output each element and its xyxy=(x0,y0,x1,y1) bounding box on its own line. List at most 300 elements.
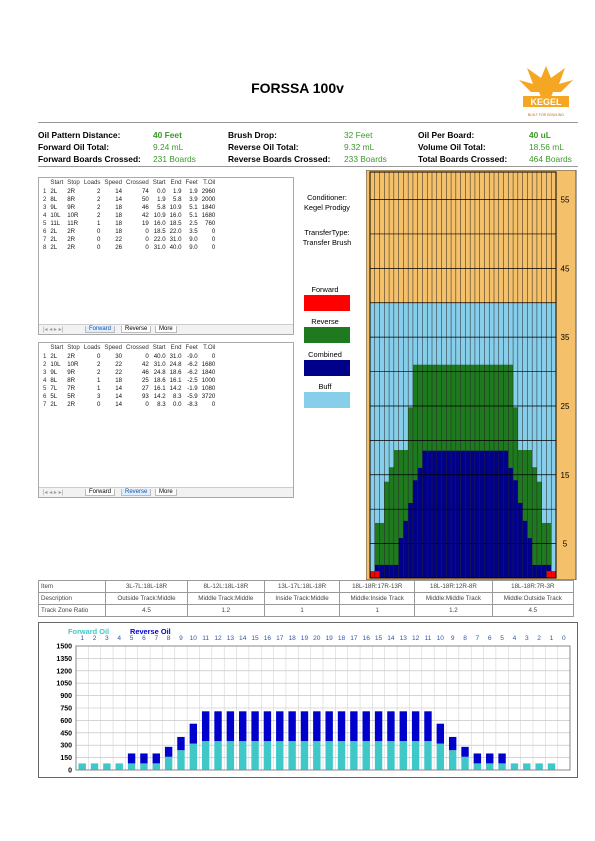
table-cell[interactable]: 5.1 xyxy=(189,203,198,211)
tab-forward[interactable]: Forward xyxy=(85,326,115,333)
table-cell[interactable]: 74 xyxy=(141,187,149,195)
table-cell[interactable]: 5.1 xyxy=(189,211,198,219)
x-tick-label: 14 xyxy=(239,635,247,642)
column-header[interactable]: Speed xyxy=(104,179,123,186)
table-row[interactable] xyxy=(39,352,217,360)
table-cell[interactable]: 8R xyxy=(67,376,76,384)
table-cell[interactable]: 9.0 xyxy=(189,235,198,243)
table-cell[interactable]: 0 xyxy=(97,227,101,235)
column-header[interactable]: Crossed xyxy=(126,344,149,351)
table-cell[interactable]: 19 xyxy=(141,219,149,227)
table-cell[interactable]: 1840 xyxy=(201,203,216,211)
table-cell[interactable]: 2L xyxy=(50,227,58,235)
table-cell[interactable]: 3 xyxy=(97,392,101,400)
x-tick-label: 15 xyxy=(251,635,259,642)
forward-steps-table xyxy=(39,178,217,251)
table-row[interactable] xyxy=(39,195,217,203)
table-cell[interactable]: 6 xyxy=(43,392,47,400)
y-tick-label: 900 xyxy=(60,693,72,701)
table-cell[interactable]: 1.9 xyxy=(189,187,198,195)
forward-oil-bar xyxy=(350,741,357,770)
reverse-oil-bar xyxy=(325,711,332,741)
forward-oil-bar xyxy=(239,741,246,770)
oil-volume-chart xyxy=(38,622,578,778)
table-cell[interactable]: 30 xyxy=(115,352,123,360)
reverse-oil-bar xyxy=(532,467,537,578)
table-cell[interactable]: 40.0 xyxy=(153,352,166,360)
table-cell[interactable]: 26 xyxy=(115,243,123,251)
forward-oil-bar xyxy=(153,763,160,770)
combined-oil-bar xyxy=(475,451,480,578)
table-row[interactable] xyxy=(39,400,217,408)
table-cell[interactable]: 18 xyxy=(115,219,123,227)
table-cell[interactable]: 2R xyxy=(67,243,76,251)
table-cell[interactable]: 2960 xyxy=(201,187,216,195)
zone-cell: Middle:Middle Track xyxy=(415,593,492,605)
table-cell[interactable]: 2 xyxy=(97,195,101,203)
table-cell[interactable]: 3.5 xyxy=(189,227,198,235)
x-tick-label: 16 xyxy=(362,635,370,642)
reverse-oil-bar xyxy=(375,711,382,741)
table-cell[interactable]: 9L xyxy=(50,203,58,211)
table-cell[interactable]: 7R xyxy=(67,384,76,392)
combined-oil-bar xyxy=(437,451,442,578)
forward-steps-grid[interactable] xyxy=(38,177,294,335)
table-cell[interactable]: 7L xyxy=(50,384,58,392)
table-cell[interactable]: 18.5 xyxy=(169,219,182,227)
legend-reverse-label: Reverse xyxy=(311,317,339,326)
reverse-oil-bar xyxy=(474,753,481,763)
table-cell[interactable]: 0 xyxy=(211,352,216,360)
x-tick-label: 8 xyxy=(166,635,171,642)
table-cell[interactable]: -2.5 xyxy=(187,376,198,384)
table-cell[interactable]: 2 xyxy=(97,187,101,195)
table-cell[interactable]: 50 xyxy=(141,195,149,203)
table-cell[interactable]: 22 xyxy=(115,360,123,368)
table-cell[interactable]: 46 xyxy=(141,368,149,376)
table-cell[interactable]: 22 xyxy=(115,235,123,243)
table-cell[interactable]: 16.1 xyxy=(153,384,166,392)
column-header[interactable]: End xyxy=(170,344,182,351)
table-cell[interactable]: 2L xyxy=(50,400,58,408)
table-cell[interactable]: 8 xyxy=(43,243,47,251)
x-tick-label: 11 xyxy=(202,635,210,642)
table-cell[interactable]: 24.8 xyxy=(169,360,182,368)
table-cell[interactable]: 8L xyxy=(50,195,58,203)
combined-oil-bar xyxy=(489,451,494,578)
forward-oil-bar xyxy=(214,741,221,770)
combined-oil-bar xyxy=(518,503,523,578)
table-cell[interactable]: 5R xyxy=(67,392,76,400)
table-cell[interactable]: 2R xyxy=(67,235,76,243)
combined-oil-bar xyxy=(456,451,461,578)
table-cell[interactable]: 2R xyxy=(67,352,76,360)
column-header[interactable]: Stop xyxy=(67,179,80,186)
table-cell[interactable]: 18 xyxy=(115,376,123,384)
table-cell[interactable]: -6.2 xyxy=(187,368,198,376)
stat-value: 464 Boards xyxy=(529,154,572,164)
feet-tick-label: 15 xyxy=(560,470,570,480)
table-row[interactable] xyxy=(39,368,217,376)
table-cell[interactable]: 18.6 xyxy=(153,376,166,384)
stat-value: 9.24 mL xyxy=(153,142,184,152)
table-cell[interactable]: 0 xyxy=(211,235,216,243)
table-cell[interactable]: 25 xyxy=(141,376,149,384)
zone-cell: 1.2 xyxy=(187,605,264,617)
reverse-oil-bar xyxy=(387,711,394,741)
table-cell[interactable]: 2L xyxy=(50,243,58,251)
column-header[interactable]: Start xyxy=(152,344,166,351)
tab-reverse[interactable]: Reverse xyxy=(121,326,151,333)
zone-row-header: Track Zone Ratio xyxy=(39,605,106,617)
x-tick-label: 18 xyxy=(288,635,296,642)
table-cell[interactable]: 1840 xyxy=(201,368,216,376)
table-row[interactable] xyxy=(39,360,217,368)
table-cell[interactable]: 2 xyxy=(97,360,101,368)
table-cell[interactable]: 760 xyxy=(205,219,216,227)
table-cell[interactable]: 16.0 xyxy=(153,219,166,227)
reverse-oil-bar xyxy=(384,482,389,578)
column-header[interactable]: Speed xyxy=(104,344,123,351)
zone-cell: 18L-18R:17R-13R xyxy=(340,581,415,593)
table-cell[interactable]: 0 xyxy=(145,227,149,235)
table-cell[interactable]: 31.0 xyxy=(153,243,166,251)
table-cell[interactable]: 22.0 xyxy=(153,235,166,243)
x-tick-label: 17 xyxy=(350,635,358,642)
table-cell[interactable]: 2R xyxy=(67,187,76,195)
divider xyxy=(38,122,578,123)
table-cell[interactable]: 2 xyxy=(97,368,101,376)
table-cell[interactable]: 2L xyxy=(50,187,58,195)
table-cell[interactable]: 14 xyxy=(115,400,123,408)
y-tick-label: 1050 xyxy=(56,680,72,688)
combined-oil-bar xyxy=(513,480,518,578)
forward-oil-bar xyxy=(177,750,184,770)
table-cell[interactable]: 0 xyxy=(145,400,149,408)
zone-cell: 1 xyxy=(340,605,415,617)
table-cell[interactable]: 14 xyxy=(115,195,123,203)
table-cell[interactable]: 1.9 xyxy=(173,187,182,195)
table-cell[interactable]: 4 xyxy=(43,211,47,219)
table-cell[interactable]: 0 xyxy=(97,400,101,408)
table-cell[interactable]: 42 xyxy=(141,360,149,368)
table-cell[interactable]: 0 xyxy=(145,243,149,251)
table-cell[interactable]: 8.3 xyxy=(157,400,166,408)
x-tick-label: 10 xyxy=(189,635,197,642)
x-tick-label: 10 xyxy=(436,635,444,642)
tab-nav-arrows-icon[interactable]: |◂ ◂ ▸ ▸| xyxy=(43,490,64,496)
table-cell[interactable]: 9R xyxy=(67,368,76,376)
table-cell[interactable]: 6 xyxy=(43,227,47,235)
table-cell[interactable]: 4 xyxy=(43,376,47,384)
x-tick-label: 2 xyxy=(537,635,541,642)
table-cell[interactable]: 22 xyxy=(115,368,123,376)
table-cell[interactable]: 9.0 xyxy=(189,243,198,251)
forward-oil-bar xyxy=(474,763,481,770)
table-cell[interactable]: 14 xyxy=(115,187,123,195)
table-row[interactable] xyxy=(39,219,217,227)
table-cell[interactable]: -8.3 xyxy=(187,400,198,408)
x-tick-label: 6 xyxy=(142,635,146,642)
legend-reverse-oil: Reverse Oil xyxy=(130,627,171,636)
combined-oil-bar xyxy=(532,565,537,578)
forward-oil-bar xyxy=(449,750,456,770)
table-cell[interactable]: 1680 xyxy=(201,360,216,368)
transfer-value: Transfer Brush xyxy=(302,238,352,247)
forward-oil-bar xyxy=(461,757,468,770)
table-cell[interactable]: 14 xyxy=(115,384,123,392)
reverse-oil-bar xyxy=(437,724,444,744)
table-cell[interactable]: 14.2 xyxy=(169,384,182,392)
forward-oil-bar xyxy=(400,741,407,770)
table-cell[interactable]: 2 xyxy=(43,360,47,368)
combined-oil-bar xyxy=(461,451,466,578)
table-cell[interactable]: 2 xyxy=(43,195,47,203)
tab-nav-arrows-icon[interactable]: |◂ ◂ ▸ ▸| xyxy=(43,327,64,333)
stat-value: 231 Boards xyxy=(153,154,196,164)
tab-more[interactable]: More xyxy=(155,489,177,496)
table-cell[interactable]: 2 xyxy=(97,203,101,211)
x-tick-label: 12 xyxy=(411,635,420,642)
zone-cell: 18L-18R:7R-3R xyxy=(492,581,573,593)
table-cell[interactable]: 18 xyxy=(115,227,123,235)
stat-label: Oil Pattern Distance: xyxy=(38,130,121,140)
reverse-oil-bar xyxy=(177,737,184,750)
forward-oil-bar xyxy=(202,741,209,770)
table-cell[interactable]: 2L xyxy=(50,352,58,360)
reverse-oil-bar xyxy=(412,711,419,741)
forward-oil-bar xyxy=(91,763,98,770)
table-cell[interactable]: 0.0 xyxy=(157,187,166,195)
forward-oil-bar xyxy=(412,741,419,770)
table-cell[interactable]: 10L xyxy=(50,360,61,368)
feet-tick-label: 35 xyxy=(560,333,570,343)
tab-reverse[interactable]: Reverse xyxy=(121,489,151,496)
forward-oil-bar xyxy=(535,763,542,770)
conditioner-value: Kegel Prodigy xyxy=(303,203,350,212)
table-cell[interactable]: 16.1 xyxy=(169,376,182,384)
tab-forward[interactable]: Forward xyxy=(85,489,115,496)
x-tick-label: 14 xyxy=(387,635,395,642)
reverse-oil-bar xyxy=(389,467,394,578)
legend-combined-label: Combined xyxy=(308,350,342,359)
forward-oil-bar xyxy=(313,741,320,770)
table-cell[interactable]: 31.0 xyxy=(169,235,182,243)
table-cell[interactable]: 9R xyxy=(67,203,76,211)
column-header[interactable]: Start xyxy=(50,179,64,186)
column-header[interactable]: Loads xyxy=(83,179,101,186)
reverse-steps-grid[interactable] xyxy=(38,342,294,498)
table-cell[interactable]: 0 xyxy=(97,352,101,360)
table-row[interactable] xyxy=(39,376,217,384)
table-cell[interactable]: 0 xyxy=(145,235,149,243)
table-cell[interactable]: 18.6 xyxy=(169,368,182,376)
feet-tick-label: 55 xyxy=(560,195,570,205)
table-row[interactable] xyxy=(39,227,217,235)
stat-value: 32 Feet xyxy=(344,130,373,140)
table-row[interactable] xyxy=(39,203,217,211)
table-cell[interactable]: 3.9 xyxy=(189,195,198,203)
column-header[interactable]: End xyxy=(170,179,182,186)
table-cell[interactable]: 10R xyxy=(67,211,79,219)
table-cell[interactable]: 11L xyxy=(50,219,61,227)
forward-oil-bar xyxy=(227,741,234,770)
table-row[interactable] xyxy=(39,392,217,400)
table-cell[interactable]: 5.8 xyxy=(157,203,166,211)
combined-oil-bar xyxy=(442,451,447,578)
table-cell[interactable]: 7 xyxy=(43,235,47,243)
stat-label: Reverse Boards Crossed: xyxy=(228,154,331,164)
table-cell[interactable]: 1 xyxy=(97,219,101,227)
x-tick-label: 4 xyxy=(512,635,517,642)
column-header[interactable]: Crossed xyxy=(126,179,149,186)
table-cell[interactable]: -6.2 xyxy=(187,360,198,368)
table-cell[interactable]: 8L xyxy=(50,376,58,384)
logo-tagline: BUILT FOR BOWLING xyxy=(527,113,565,117)
combined-oil-bar xyxy=(389,565,394,578)
combined-oil-bar xyxy=(418,468,423,578)
column-header[interactable] xyxy=(39,343,48,352)
table-cell[interactable]: 46 xyxy=(141,203,149,211)
table-cell[interactable]: 1000 xyxy=(201,376,216,384)
reverse-oil-bar xyxy=(202,711,209,741)
combined-oil-bar xyxy=(399,538,404,578)
forward-oil-bar xyxy=(363,741,370,770)
table-cell[interactable]: 1 xyxy=(97,376,101,384)
table-cell[interactable]: 5 xyxy=(43,219,47,227)
table-row[interactable] xyxy=(39,243,217,251)
table-cell[interactable]: 2R xyxy=(67,400,76,408)
table-cell[interactable]: 0 xyxy=(211,227,216,235)
table-cell[interactable]: 7 xyxy=(43,400,47,408)
table-row[interactable] xyxy=(39,384,217,392)
forward-oil-bar xyxy=(437,744,444,770)
table-cell[interactable]: 2000 xyxy=(201,195,216,203)
zone-row-header: Description xyxy=(39,593,106,605)
table-cell[interactable]: 10L xyxy=(50,211,61,219)
table-cell[interactable]: 8.3 xyxy=(173,392,182,400)
table-cell[interactable]: 1680 xyxy=(201,211,216,219)
combined-oil-bar xyxy=(542,565,547,578)
reverse-oil-bar xyxy=(338,711,345,741)
combined-oil-bar xyxy=(380,565,385,578)
table-cell[interactable]: 0 xyxy=(97,243,101,251)
table-cell[interactable]: 31.0 xyxy=(153,360,166,368)
table-row[interactable] xyxy=(39,211,217,219)
zone-cell: 8L-12L:18L-18R xyxy=(187,581,264,593)
table-cell[interactable]: -9.0 xyxy=(187,352,198,360)
table-cell[interactable]: 10R xyxy=(67,360,79,368)
tab-more[interactable]: More xyxy=(155,326,177,333)
combined-oil-bar xyxy=(422,451,427,578)
page-title: FORSSA 100v xyxy=(251,80,344,96)
table-cell[interactable]: 3 xyxy=(43,203,47,211)
reverse-oil-bar xyxy=(394,450,399,578)
table-cell[interactable]: 10.9 xyxy=(169,203,182,211)
x-tick-label: 15 xyxy=(374,635,383,642)
table-cell[interactable]: 0 xyxy=(97,235,101,243)
table-cell[interactable]: 18.5 xyxy=(153,227,166,235)
reverse-oil-bar xyxy=(350,711,357,741)
conditioner-label: Conditioner: xyxy=(307,193,347,202)
table-cell[interactable]: 18 xyxy=(115,203,123,211)
table-cell[interactable]: 8R xyxy=(67,195,76,203)
combined-oil-bar xyxy=(494,451,499,578)
table-cell[interactable]: 3 xyxy=(43,368,47,376)
sheet-tabs xyxy=(39,324,293,334)
table-cell[interactable]: 42 xyxy=(141,211,149,219)
table-cell[interactable]: 2.5 xyxy=(189,219,198,227)
table-cell[interactable]: 31.0 xyxy=(169,352,182,360)
column-header[interactable]: Stop xyxy=(67,344,80,351)
table-cell[interactable]: 0 xyxy=(211,243,216,251)
table-cell[interactable]: 1 xyxy=(43,352,47,360)
stat-label: Brush Drop: xyxy=(228,130,277,140)
table-cell[interactable]: 22.0 xyxy=(169,227,182,235)
table-cell[interactable]: 1 xyxy=(97,384,101,392)
column-header[interactable]: Feet xyxy=(185,344,198,351)
table-cell[interactable]: 18 xyxy=(115,211,123,219)
table-cell[interactable]: 1.9 xyxy=(157,195,166,203)
table-cell[interactable]: -1.9 xyxy=(187,384,198,392)
column-header[interactable]: Loads xyxy=(83,344,101,351)
table-cell[interactable]: 14.2 xyxy=(153,392,166,400)
zone-cell: 1.2 xyxy=(415,605,492,617)
table-cell[interactable]: 2L xyxy=(50,235,58,243)
column-header[interactable] xyxy=(39,178,48,187)
table-cell[interactable]: 1080 xyxy=(201,384,216,392)
table-cell[interactable]: 10.9 xyxy=(153,211,166,219)
column-header[interactable]: Feet xyxy=(185,179,198,186)
table-cell[interactable]: 0.0 xyxy=(173,400,182,408)
table-cell[interactable]: 1 xyxy=(43,187,47,195)
table-cell[interactable]: 5 xyxy=(43,384,47,392)
column-header[interactable]: T.Oil xyxy=(203,179,216,186)
table-cell[interactable]: -5.9 xyxy=(187,392,198,400)
forward-oil-bar xyxy=(140,763,147,770)
table-cell[interactable]: 2R xyxy=(67,227,76,235)
table-cell[interactable]: 3720 xyxy=(201,392,216,400)
x-tick-label: 7 xyxy=(154,635,159,642)
table-cell[interactable]: 24.8 xyxy=(153,368,166,376)
table-row[interactable] xyxy=(39,187,217,195)
table-cell[interactable]: 0 xyxy=(145,352,149,360)
transfer-label: TransferType: xyxy=(304,228,350,237)
column-header[interactable]: T.Oil xyxy=(203,344,216,351)
table-row[interactable] xyxy=(39,235,217,243)
combined-oil-bar xyxy=(537,565,542,578)
table-cell[interactable]: 27 xyxy=(141,384,149,392)
table-cell[interactable]: 93 xyxy=(141,392,149,400)
table-cell[interactable]: 5L xyxy=(50,392,58,400)
table-cell[interactable]: 11R xyxy=(67,219,78,227)
reverse-oil-bar xyxy=(165,747,172,757)
stat-label: Volume Oil Total: xyxy=(418,142,486,152)
table-cell[interactable]: 14 xyxy=(115,392,123,400)
table-cell[interactable]: 40.0 xyxy=(169,243,182,251)
combined-oil-bar xyxy=(427,451,432,578)
table-cell[interactable]: 16.0 xyxy=(169,211,182,219)
forward-oil-bar xyxy=(301,741,308,770)
column-header[interactable]: Start xyxy=(50,344,64,351)
table-cell[interactable]: 9L xyxy=(50,368,58,376)
table-cell[interactable]: 2 xyxy=(97,211,101,219)
x-tick-label: 18 xyxy=(337,635,346,642)
table-cell[interactable]: 5.8 xyxy=(173,195,182,203)
reverse-oil-bar xyxy=(128,753,135,763)
table-cell[interactable]: 0 xyxy=(211,400,216,408)
column-header[interactable]: Start xyxy=(152,179,166,186)
